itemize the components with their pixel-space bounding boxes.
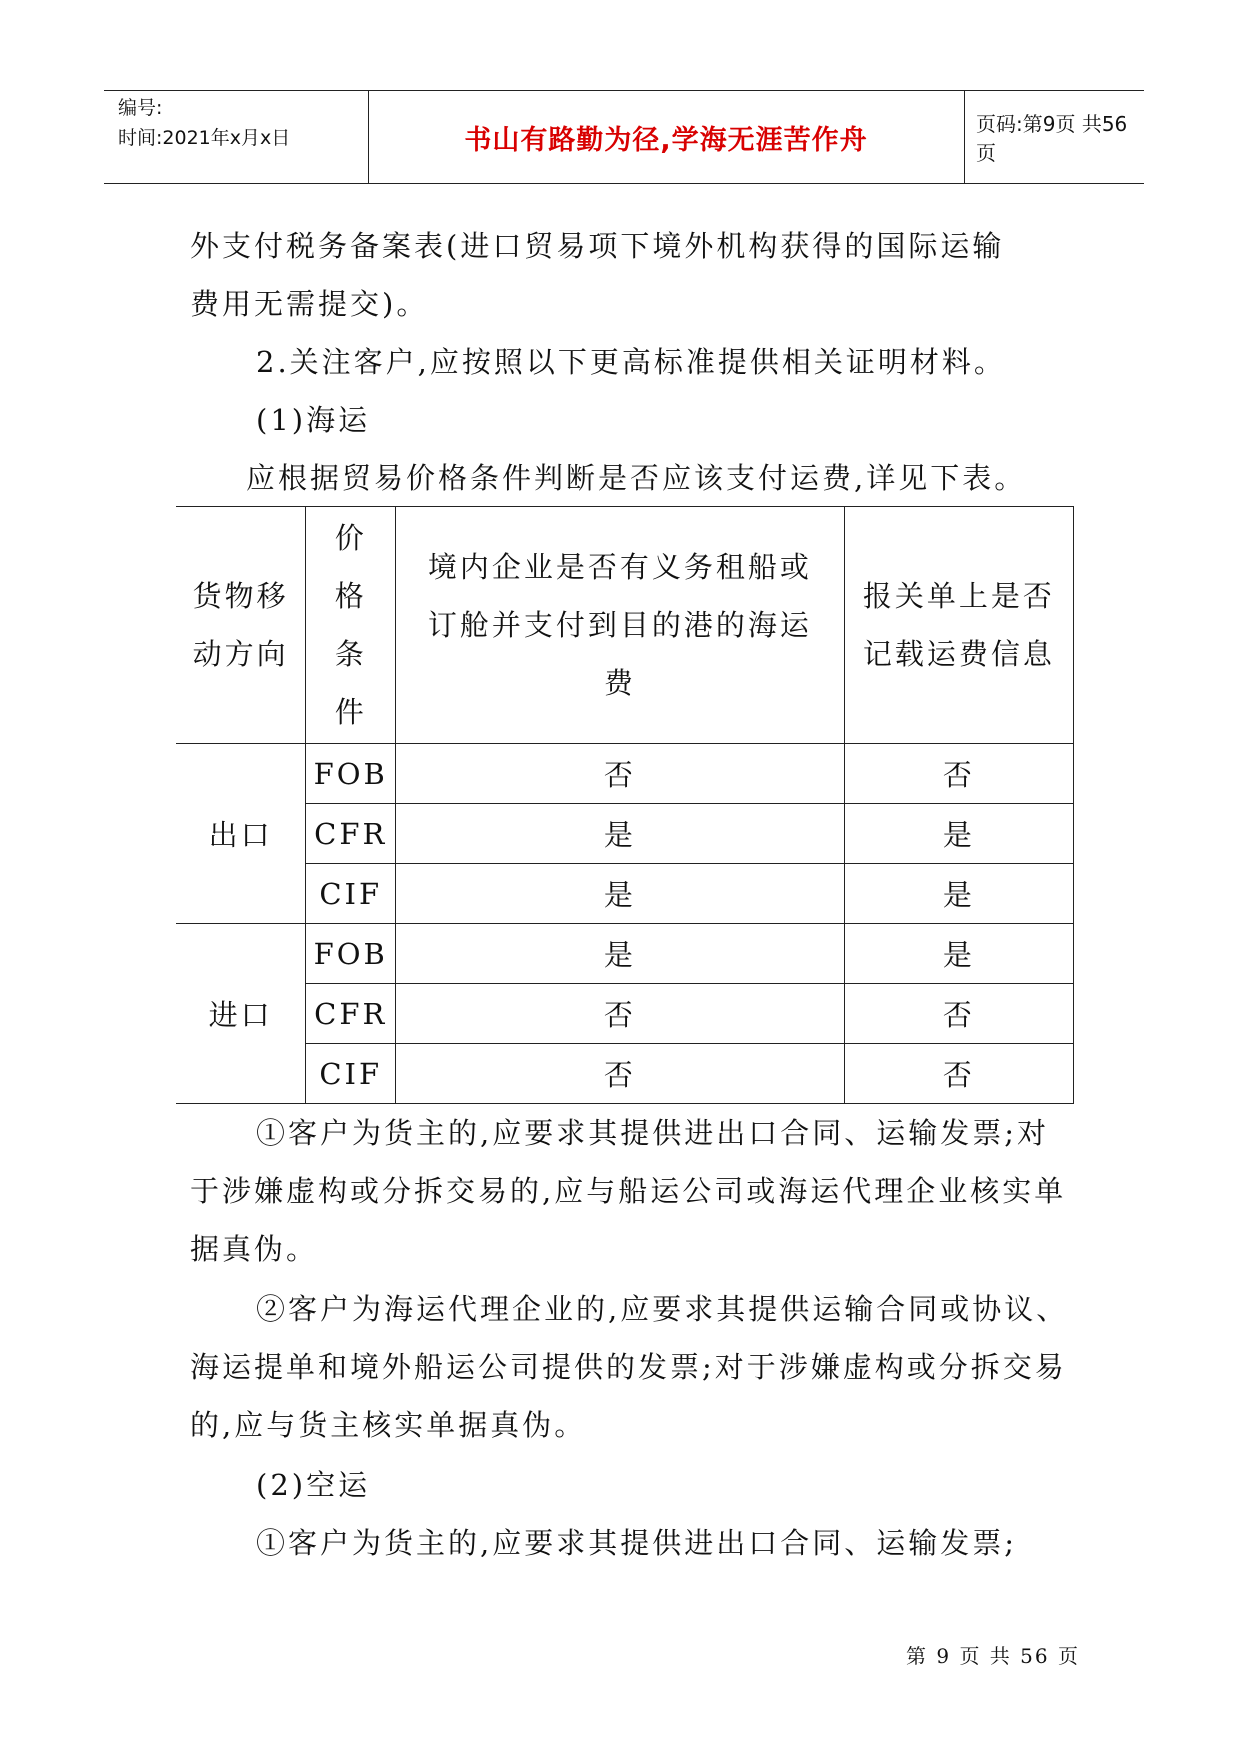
paragraph-line: 外支付税务备案表(进口贸易项下境外机构获得的国际运输 <box>190 229 1005 263</box>
declaration-cell: 否 <box>844 1044 1073 1104</box>
paragraph: ①客户为货主的,应要求其提供进出口合同、运输发票;对于涉嫌虚构或分拆交易的,应与船运公司或海运代理企业核实单据真伪。 <box>190 1116 1067 1266</box>
table-row <box>176 924 1074 984</box>
header-divider <box>964 91 965 183</box>
freight-terms-table <box>176 506 1074 1104</box>
obligation-cell: 是 <box>396 864 844 924</box>
page-footer: 第 9 页 共 56 页 <box>906 1644 1080 1668</box>
table-row <box>176 984 1074 1044</box>
obligation-cell: 否 <box>396 744 844 804</box>
header-price-terms: 价格条件 <box>306 507 396 744</box>
paragraph-line: 费用无需提交)。 <box>190 287 429 321</box>
declaration-cell: 是 <box>844 864 1073 924</box>
paragraph: 应根据贸易价格条件判断是否应该支付运费,详见下表。 <box>246 461 1027 495</box>
section-heading: (1)海运 <box>256 403 371 437</box>
paragraph: 2.关注客户,应按照以下更高标准提供相关证明材料。 <box>256 345 1006 379</box>
header-motto: 书山有路勤为径,学海无涯苦作舟 <box>464 124 868 156</box>
document-time: 时间:2021年x月x日 <box>118 127 291 149</box>
table-header-row <box>176 507 1074 744</box>
header-direction: 货物移动方向 <box>176 507 306 744</box>
header-declaration: 报关单上是否记载运费信息 <box>844 507 1073 744</box>
direction-cell: 进口 <box>176 924 306 1104</box>
document-number-label: 编号: <box>118 97 163 119</box>
declaration-cell: 否 <box>844 984 1073 1044</box>
obligation-cell: 是 <box>396 924 844 984</box>
term-cell: FOB <box>306 744 396 804</box>
page-header <box>104 90 1144 184</box>
term-cell: CIF <box>306 1044 396 1104</box>
header-page-code: 页码:第9页 共56页 <box>976 112 1128 165</box>
table-row <box>176 1044 1074 1104</box>
paragraph: ②客户为海运代理企业的,应要求其提供运输合同或协议、海运提单和境外船运公司提供的发票;对于涉嫌虚构或分拆交易的,应与货主核实单据真伪。 <box>190 1292 1069 1442</box>
declaration-cell: 是 <box>844 804 1073 864</box>
direction-cell: 出口 <box>176 744 306 924</box>
obligation-cell: 是 <box>396 804 844 864</box>
declaration-cell: 是 <box>844 924 1073 984</box>
term-cell: FOB <box>306 924 396 984</box>
table-row <box>176 744 1074 804</box>
section-heading: (2)空运 <box>256 1468 371 1502</box>
table-row <box>176 864 1074 924</box>
declaration-cell: 否 <box>844 744 1073 804</box>
table-row <box>176 804 1074 864</box>
obligation-cell: 否 <box>396 1044 844 1104</box>
paragraph: ①客户为货主的,应要求其提供进出口合同、运输发票; <box>256 1526 1017 1560</box>
obligation-cell: 否 <box>396 984 844 1044</box>
term-cell: CFR <box>306 804 396 864</box>
header-meta <box>118 93 368 153</box>
term-cell: CIF <box>306 864 396 924</box>
term-cell: CFR <box>306 984 396 1044</box>
header-obligation: 境内企业是否有义务租船或订舱并支付到目的港的海运费 <box>396 507 844 744</box>
